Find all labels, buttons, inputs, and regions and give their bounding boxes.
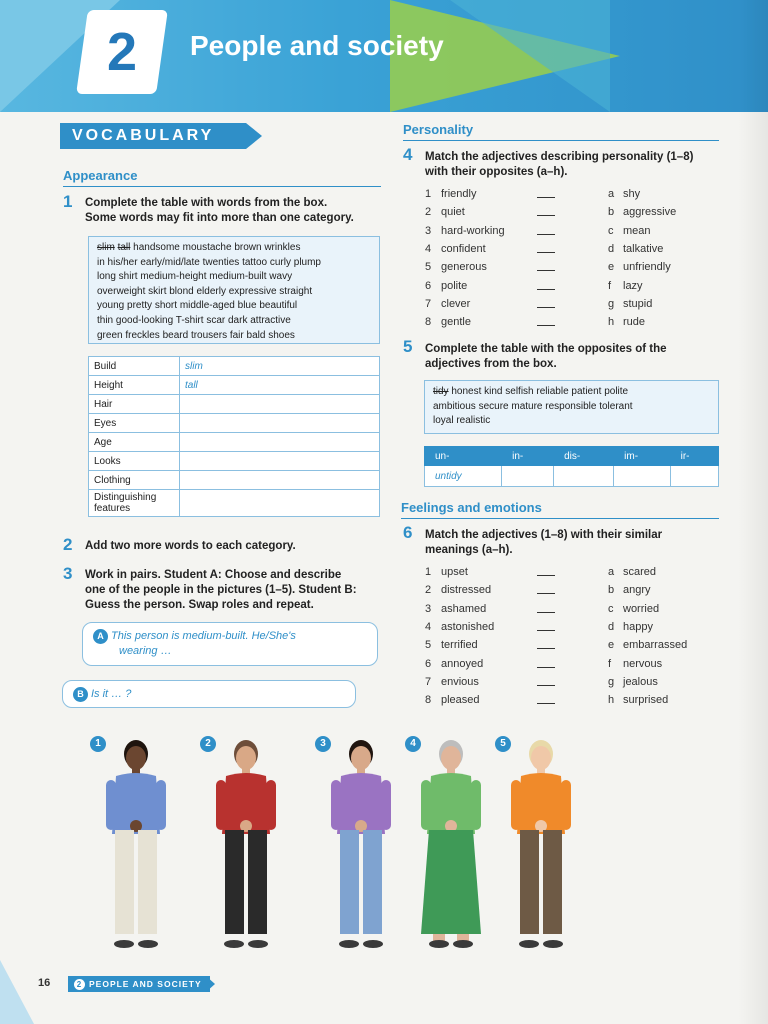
item-word: pleased — [441, 694, 480, 707]
person-arm — [106, 780, 116, 830]
category-cell: Eyes — [89, 414, 180, 433]
category-cell: Clothing — [89, 471, 180, 490]
exercise-1-instruction: Complete the table with words from the box. Some words may fit into more than one category. — [85, 197, 354, 224]
option-word: jealous — [623, 675, 658, 688]
section-divider — [403, 140, 719, 141]
vocabulary-banner: VOCABULARY — [60, 123, 246, 149]
item-word: distressed — [441, 584, 492, 597]
word-box-line — [97, 241, 371, 256]
answer-cell[interactable] — [180, 452, 380, 471]
word-list: long shirt medium-height medium-built wavy — [97, 271, 293, 283]
person-shoe — [138, 940, 158, 948]
table-row — [89, 357, 380, 376]
person-shoe — [519, 940, 539, 948]
answer-cell[interactable] — [180, 471, 380, 490]
item-word: polite — [441, 279, 468, 292]
person-arm — [381, 780, 391, 830]
item-word: astonished — [441, 620, 495, 633]
student-a-badge: A — [93, 629, 108, 644]
item-number: 6 — [425, 657, 432, 670]
answer-cell[interactable] — [180, 490, 380, 517]
category-cell: Hair — [89, 395, 180, 414]
exercise-4-number: 4 — [403, 145, 413, 164]
option-word: nervous — [623, 657, 663, 670]
match-row — [425, 277, 725, 295]
person-leg — [363, 830, 382, 934]
option-word: worried — [623, 602, 660, 615]
footer-arrow — [206, 976, 215, 992]
option-letter: d — [608, 242, 615, 255]
word-box-line — [97, 299, 371, 314]
person-shoe — [114, 940, 134, 948]
item-number: 8 — [425, 316, 432, 329]
table-row — [89, 376, 380, 395]
unit-number: 2 — [106, 22, 138, 82]
footer-decor — [0, 960, 34, 1024]
answer-blank[interactable] — [537, 270, 555, 271]
answer-cell[interactable]: untidy — [425, 466, 502, 487]
item-word: terrified — [441, 639, 478, 652]
exercise-2-number: 2 — [63, 535, 73, 554]
person-shoe — [453, 940, 473, 948]
option-letter: e — [608, 639, 615, 652]
exercise-5-word-box: tidy honest kind selfish reliable patient polite ambitious secure mature responsible tolerant loyal realistic — [424, 380, 719, 434]
person-illustration — [411, 734, 491, 954]
answer-blank[interactable] — [537, 575, 555, 576]
match-row — [425, 313, 725, 331]
prefix-header: dis- — [554, 447, 614, 466]
exercise-6-number: 6 — [403, 523, 413, 542]
answer-cell[interactable] — [180, 414, 380, 433]
item-word: annoyed — [441, 657, 484, 670]
answer-blank[interactable] — [537, 325, 555, 326]
match-row — [425, 240, 725, 258]
prefix-header: in- — [502, 447, 554, 466]
item-number: 4 — [425, 242, 432, 255]
answer-blank[interactable] — [537, 612, 555, 613]
exercise-3-instruction: Work in pairs. Student A: Choose and describe one of the people in the pictures (1–5). Student B: Guess the person. Swap roles and repeat. — [85, 569, 357, 611]
answer-blank[interactable] — [537, 215, 555, 216]
person-arm — [511, 780, 521, 830]
item-number: 7 — [425, 675, 432, 688]
option-letter: a — [608, 566, 615, 578]
page-fold-shadow — [738, 0, 768, 1024]
answer-cell[interactable]: slim — [180, 357, 380, 376]
section-title-appearance: Appearance — [63, 168, 138, 183]
option-word: aggressive — [623, 206, 677, 219]
answer-blank[interactable] — [537, 234, 555, 235]
answer-cell[interactable] — [614, 466, 670, 487]
struck-word: slim — [97, 242, 115, 253]
option-letter: c — [608, 224, 614, 237]
option-letter: h — [608, 694, 615, 707]
person-figure — [315, 730, 405, 955]
option-letter: c — [608, 602, 614, 615]
header-decor — [450, 0, 610, 112]
person-figure — [495, 730, 585, 955]
answer-blank[interactable] — [537, 648, 555, 649]
match-row — [425, 581, 725, 599]
exercise-1-word-box — [88, 236, 380, 344]
item-number: 5 — [425, 261, 432, 274]
match-row — [425, 563, 725, 581]
person-shoe — [224, 940, 244, 948]
item-number: 6 — [425, 279, 432, 292]
answer-blank[interactable] — [537, 289, 555, 290]
person-leg — [340, 830, 359, 934]
table-row — [89, 452, 380, 471]
category-cell: Distinguishing features — [89, 490, 180, 517]
answer-blank[interactable] — [537, 703, 555, 704]
option-word: shy — [623, 188, 641, 200]
person-arm — [561, 780, 571, 830]
person-shoe — [339, 940, 359, 948]
person-shoe — [429, 940, 449, 948]
person-shoe — [248, 940, 268, 948]
match-row — [425, 655, 725, 673]
person-number-badge: 3 — [315, 736, 331, 752]
word-box-line — [97, 314, 371, 329]
table-row — [89, 395, 380, 414]
person-figure — [90, 730, 180, 955]
match-row — [425, 691, 725, 709]
person-figure — [200, 730, 290, 955]
answer-blank[interactable] — [537, 307, 555, 308]
struck-word: tall — [117, 242, 131, 253]
word-list: handsome moustache brown wrinkles — [133, 242, 301, 253]
category-cell: Height — [89, 376, 180, 395]
table-row — [89, 471, 380, 490]
exercise-4-instruction: Match the adjectives describing personality (1–8) with their opposites (a–h). — [425, 151, 694, 178]
banner-arrow — [246, 123, 262, 149]
answer-cell[interactable] — [670, 466, 718, 487]
item-number: 3 — [425, 602, 432, 615]
table-row — [89, 433, 380, 452]
person-shoe — [363, 940, 383, 948]
prefix-header: un- — [425, 447, 502, 466]
person-shoe — [543, 940, 563, 948]
section-divider — [63, 186, 381, 187]
option-word: stupid — [623, 297, 653, 310]
person-face — [236, 746, 256, 770]
student-b-badge: B — [73, 687, 88, 702]
match-row — [425, 203, 725, 221]
person-number-badge: 2 — [200, 736, 216, 752]
answer-cell[interactable] — [502, 466, 554, 487]
person-number-badge: 5 — [495, 736, 511, 752]
person-leg — [543, 830, 562, 934]
section-title-personality: Personality — [403, 122, 474, 137]
answer-blank[interactable] — [537, 667, 555, 668]
word-box-line — [97, 256, 371, 271]
appearance-table — [88, 356, 380, 517]
option-letter: d — [608, 620, 615, 633]
option-word: rude — [623, 316, 646, 329]
footer-unit-tag: 2 PEOPLE AND SOCIETY — [68, 976, 210, 992]
option-word: embarrassed — [623, 639, 688, 652]
item-number: 4 — [425, 620, 432, 633]
word-box-line — [97, 270, 371, 285]
answer-blank[interactable] — [537, 630, 555, 631]
item-word: hard-working — [441, 224, 505, 237]
word-list: green freckles beard trousers fair bald shoes — [97, 329, 295, 341]
item-number: 2 — [425, 206, 432, 219]
exercise-6-instruction: Match the adjectives (1–8) with their similar meanings (a–h). — [425, 529, 663, 556]
option-word: mean — [623, 224, 651, 237]
person-face — [351, 746, 371, 770]
answer-blank[interactable] — [537, 252, 555, 253]
match-row — [425, 600, 725, 618]
answer-cell[interactable]: tall — [180, 376, 380, 395]
person-leg — [520, 830, 539, 934]
person-arm — [266, 780, 276, 830]
item-word: generous — [441, 261, 487, 274]
person-arm — [421, 780, 431, 830]
word-box-line — [97, 285, 371, 300]
word-list: young pretty short middle-aged blue beautiful — [97, 300, 298, 312]
match-row — [425, 618, 725, 636]
option-letter: e — [608, 261, 615, 274]
option-letter: h — [608, 316, 615, 329]
option-word: talkative — [623, 242, 664, 255]
prefix-header: ir- — [670, 447, 718, 466]
person-illustration — [321, 734, 401, 954]
item-word: clever — [441, 297, 471, 310]
person-face — [126, 746, 146, 770]
unit-title: People and society — [190, 30, 444, 61]
person-dress — [421, 830, 481, 934]
item-number: 5 — [425, 639, 432, 652]
person-number-badge: 1 — [90, 736, 106, 752]
section-title-feelings: Feelings and emotions — [401, 500, 542, 515]
prefix-header: im- — [614, 447, 670, 466]
unit-header — [0, 0, 768, 112]
match-row — [425, 258, 725, 276]
item-word: confident — [441, 242, 486, 255]
person-arm — [216, 780, 226, 830]
option-letter: f — [608, 279, 612, 292]
option-word: happy — [623, 620, 653, 633]
option-letter: b — [608, 206, 615, 219]
word-list: overweight skirt blond elderly expressive straight — [97, 285, 313, 297]
category-cell: Looks — [89, 452, 180, 471]
item-word: upset — [441, 566, 468, 578]
word-list: in his/her early/mid/late twenties tattoo curly plump — [97, 256, 321, 268]
match-row — [425, 673, 725, 691]
item-word: gentle — [441, 316, 471, 329]
speech-bubble-b: B Is it … ? — [62, 680, 356, 708]
section-divider — [401, 518, 719, 519]
match-row — [425, 295, 725, 313]
exercise-1-number: 1 — [63, 192, 73, 211]
person-arm — [331, 780, 341, 830]
opposites-table — [424, 446, 719, 487]
person-number-badge: 4 — [405, 736, 421, 752]
person-leg — [248, 830, 267, 934]
speech-bubble-a: A This person is medium-built. He/She's wearing … — [82, 622, 378, 666]
option-word: lazy — [623, 279, 643, 292]
page-number: 16 — [38, 977, 51, 989]
item-number: 1 — [425, 188, 432, 200]
item-number: 1 — [425, 566, 432, 578]
table-row — [89, 490, 380, 517]
person-leg — [138, 830, 157, 934]
item-word: quiet — [441, 206, 465, 219]
table-row — [89, 414, 380, 433]
word-list: thin good-looking T-shirt scar dark attractive — [97, 314, 291, 326]
answer-blank[interactable] — [537, 593, 555, 594]
category-cell: Age — [89, 433, 180, 452]
category-cell: Build — [89, 357, 180, 376]
item-number: 8 — [425, 694, 432, 707]
exercise-5-number: 5 — [403, 337, 413, 356]
exercise-6-match-list — [425, 563, 725, 713]
answer-blank[interactable] — [537, 197, 555, 198]
person-leg — [225, 830, 244, 934]
word-box-line — [97, 329, 371, 344]
match-row — [425, 636, 725, 654]
person-arm — [471, 780, 481, 830]
option-word: scared — [623, 566, 657, 578]
match-row — [425, 185, 725, 203]
item-number: 7 — [425, 297, 432, 310]
exercise-3-number: 3 — [63, 564, 73, 583]
footer-unit-number: 2 — [74, 979, 85, 990]
person-face — [531, 746, 551, 770]
item-word: friendly — [441, 188, 477, 200]
exercise-4-match-list — [425, 185, 725, 335]
answer-cell[interactable] — [180, 395, 380, 414]
person-illustration — [206, 734, 286, 954]
item-number: 2 — [425, 584, 432, 597]
option-word: angry — [623, 584, 651, 597]
option-letter: g — [608, 297, 615, 310]
answer-blank[interactable] — [537, 685, 555, 686]
person-face — [441, 746, 461, 770]
person-leg — [115, 830, 134, 934]
person-figure — [405, 730, 495, 955]
option-word: unfriendly — [623, 261, 671, 274]
item-word: ashamed — [441, 602, 487, 615]
option-letter: b — [608, 584, 615, 597]
person-arm — [156, 780, 166, 830]
people-illustrations — [60, 730, 620, 960]
person-illustration — [501, 734, 581, 954]
match-row — [425, 222, 725, 240]
exercise-5-instruction: Complete the table with the opposites of the adjectives from the box. — [425, 343, 667, 370]
option-letter: a — [608, 188, 615, 200]
option-letter: f — [608, 657, 612, 670]
exercise-2-instruction: Add two more words to each category. — [85, 540, 296, 552]
item-word: envious — [441, 675, 479, 688]
answer-cell[interactable] — [554, 466, 614, 487]
item-number: 3 — [425, 224, 432, 237]
person-illustration — [96, 734, 176, 954]
option-word: surprised — [623, 694, 669, 707]
option-letter: g — [608, 675, 615, 688]
answer-cell[interactable] — [180, 433, 380, 452]
